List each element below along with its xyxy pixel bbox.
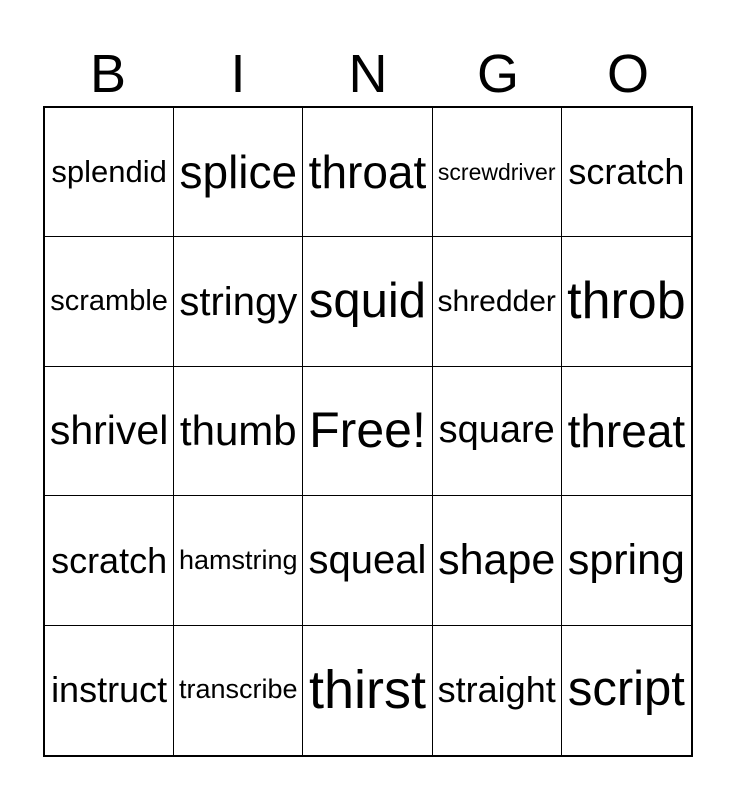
bingo-cell-label: thirst	[308, 659, 426, 720]
bingo-cell-r1c2[interactable]	[174, 108, 303, 237]
bingo-cell-label: spring	[567, 535, 685, 584]
bingo-cell-free-label: Free!	[309, 402, 426, 459]
bingo-cell-label: thumb	[179, 406, 297, 454]
bingo-cell-r1c4[interactable]	[433, 108, 562, 237]
bingo-cell-label: instruct	[51, 669, 168, 711]
bingo-cell-label: screwdriver	[437, 158, 556, 185]
bingo-cell-label: scratch	[568, 151, 685, 193]
bingo-cell-r3c1[interactable]	[45, 367, 174, 496]
bingo-cell-label: hamstring	[179, 544, 298, 575]
bingo-cell-label: script	[567, 662, 685, 717]
bingo-cell-label: scramble	[50, 284, 168, 317]
bingo-cell-r5c5[interactable]	[562, 626, 691, 755]
bingo-cell-label: threat	[567, 404, 686, 457]
bingo-cell-r2c1[interactable]	[45, 237, 174, 366]
bingo-cell-label: scratch	[51, 539, 168, 581]
bingo-grid	[43, 106, 693, 757]
bingo-cell-r2c2[interactable]	[174, 237, 303, 366]
bingo-cell-label: throat	[308, 145, 427, 198]
bingo-cell-label: splendid	[51, 154, 167, 190]
bingo-cell-r4c4[interactable]	[433, 496, 562, 625]
bingo-cell-r2c3[interactable]	[303, 237, 432, 366]
bingo-cell-r4c3[interactable]	[303, 496, 432, 625]
bingo-cell-label: splice	[179, 145, 298, 198]
bingo-header	[43, 42, 693, 106]
bingo-cell-r1c5[interactable]	[562, 108, 691, 237]
bingo-cell-label: transcribe	[179, 674, 298, 705]
bingo-cell-r3c2[interactable]	[174, 367, 303, 496]
bingo-header-letter-o: O	[606, 44, 649, 104]
bingo-cell-r4c5[interactable]	[562, 496, 691, 625]
bingo-cell-label: shape	[438, 535, 556, 584]
bingo-cell-label: square	[438, 409, 555, 452]
bingo-cell-label: stringy	[179, 279, 298, 324]
bingo-cell-label: shrivel	[49, 407, 169, 454]
bingo-header-letter-b: B	[89, 44, 127, 104]
bingo-cell-label: squid	[308, 273, 427, 328]
bingo-cell-r2c5[interactable]	[562, 237, 691, 366]
bingo-cell-r1c1[interactable]	[45, 108, 174, 237]
bingo-cell-label: shredder	[437, 285, 556, 319]
bingo-cell-r5c1[interactable]	[45, 626, 174, 755]
bingo-header-letter-n: N	[348, 44, 388, 104]
bingo-cell-label: squeal	[308, 538, 427, 583]
bingo-cell-r4c1[interactable]	[45, 496, 174, 625]
bingo-cell-r5c2[interactable]	[174, 626, 303, 755]
bingo-header-letter-g: G	[476, 44, 519, 104]
bingo-cell-r4c2[interactable]	[174, 496, 303, 625]
bingo-cell-r2c4[interactable]	[433, 237, 562, 366]
bingo-cell-r3c4[interactable]	[433, 367, 562, 496]
bingo-cell-r3c5[interactable]	[562, 367, 691, 496]
bingo-cell-free[interactable]	[303, 367, 432, 496]
bingo-cell-r5c4[interactable]	[433, 626, 562, 755]
bingo-cell-label: throb	[567, 272, 686, 330]
bingo-cell-r5c3[interactable]	[303, 626, 432, 755]
bingo-cell-label: straight	[437, 669, 556, 711]
bingo-cell-r1c3[interactable]	[303, 108, 432, 237]
bingo-header-letter-i: I	[230, 44, 246, 104]
